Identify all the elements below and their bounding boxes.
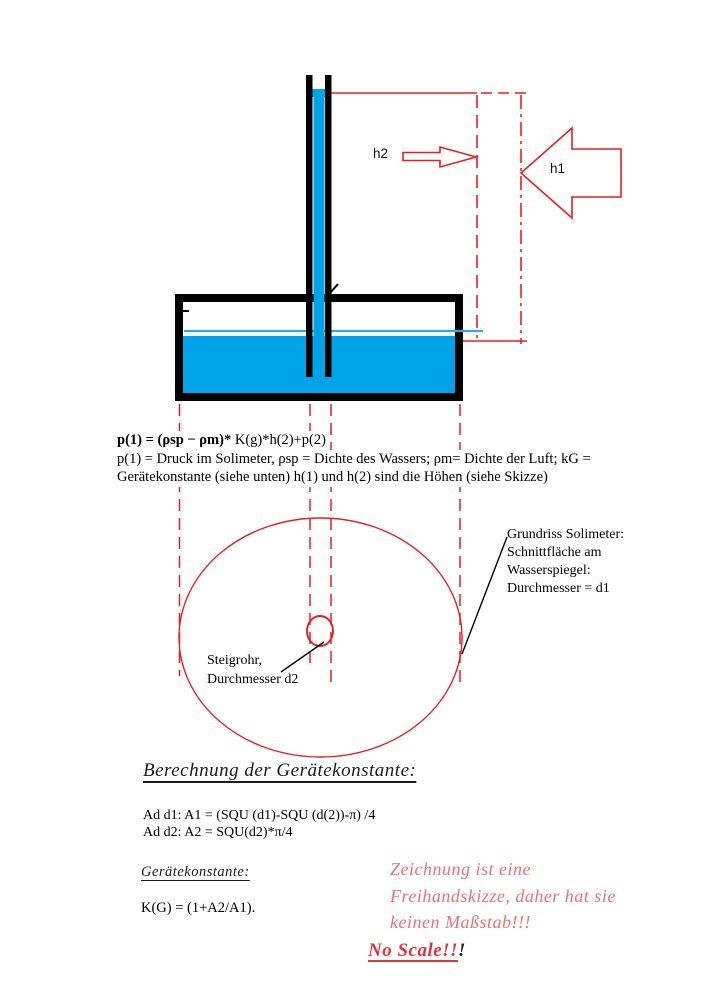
- grundriss-label-line2: Schnittfläche am: [507, 545, 602, 560]
- pipe-water-column: [314, 91, 325, 381]
- steigrohr-label: [207, 651, 298, 689]
- solimeter-outline-circle: [179, 518, 462, 757]
- grundriss-label-line3: Wasserspiegel:: [507, 563, 591, 578]
- formula-line-1-bold: p(1) = (ρsp − ρm)*: [117, 432, 232, 448]
- note-line1: Zeichnung ist eine: [390, 859, 531, 879]
- h1-dimension-label: h1: [550, 161, 566, 176]
- geraetekonstante-heading: Gerätekonstante:: [141, 864, 250, 880]
- berechnung-heading: Berechnung der Gerätekonstante:: [143, 760, 417, 781]
- grundriss-leader-line: [462, 537, 507, 654]
- ad-d2-formula: Ad d2: A2 = SQU(d2)*π/4: [143, 824, 293, 840]
- grundriss-label: [507, 526, 624, 598]
- no-scale-tail: !: [457, 940, 466, 961]
- h1-arrow: [521, 128, 621, 218]
- formula-line-3: Gerätekonstante (siehe unten) h(1) und h(2) sind die Höhen (siehe Skizze): [117, 469, 548, 485]
- tank-tick-upper: [178, 310, 189, 312]
- pipe-wall-left: [306, 75, 313, 377]
- standpipe: [306, 75, 332, 381]
- h2-dimension-label: h2: [373, 146, 389, 161]
- ad-d1-formula: Ad d1: A1 = (SQU (d1)-SQU (d(2))-π) /4: [143, 808, 376, 823]
- kg-formula: K(G) = (1+A2/A1).: [141, 900, 256, 916]
- pipe-wall-right: [325, 75, 332, 377]
- freehand-note: [390, 856, 616, 936]
- formula-line-1: [117, 431, 328, 450]
- grundriss-label-line4: Durchmesser = d1: [507, 581, 610, 596]
- note-line2: Freihandskizze, daher hat sie: [390, 885, 616, 906]
- area-formulas: [143, 808, 375, 841]
- steigrohr-circle: [307, 616, 333, 646]
- no-scale-text: No Scale!!: [368, 940, 458, 961]
- steigrohr-label-line1: Steigrohr,: [207, 653, 263, 668]
- h2-arrow: [403, 147, 476, 167]
- grundriss-label-line1: Grundriss Solimeter:: [507, 527, 625, 542]
- pipe-junction-tick: [331, 284, 338, 292]
- tank-tick-lower: [178, 326, 183, 328]
- steigrohr-label-line2: Durchmesser d2: [207, 672, 299, 687]
- no-scale-note: [368, 940, 466, 962]
- formula-line-2: p(1) = Druck im Solimeter, ρsp = Dichte des Wassers; ρm= Dichte der Luft; kG =: [117, 450, 591, 467]
- pressure-formula-block: [117, 431, 593, 487]
- dimension-lines: [329, 93, 530, 344]
- formula-line-1-rest: K(g)*h(2)+p(2): [231, 432, 326, 448]
- note-line3: keinen Maßstab!!!: [390, 912, 531, 932]
